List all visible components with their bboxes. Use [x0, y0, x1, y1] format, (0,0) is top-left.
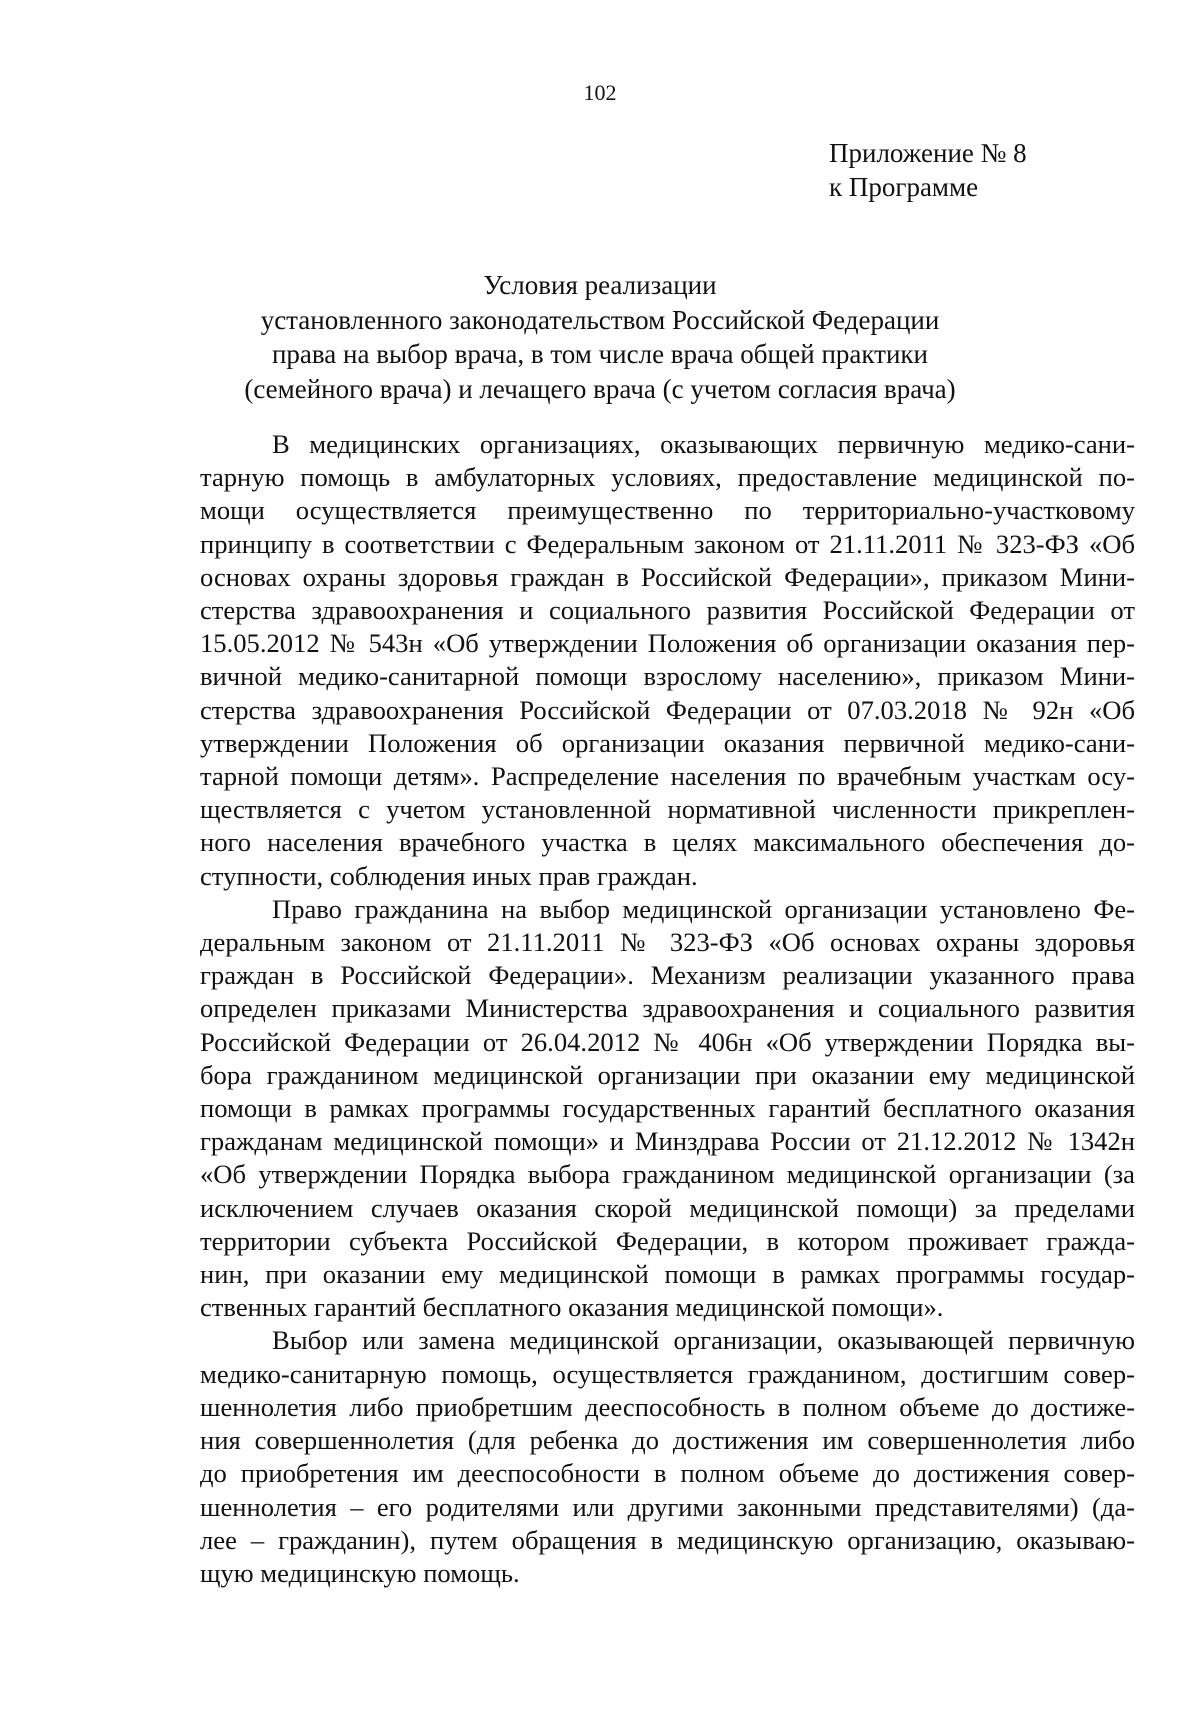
paragraph-line: Право гражданина на выбор медицинской организации установлено Фе- [272, 893, 1135, 924]
paragraph-line: 15.05.2012 № 543н «Об утверждении Положения об организации оказания пер- [200, 628, 1135, 659]
paragraph-line: тарной помощи детям». Распределение населения по врачебным участкам осу- [200, 761, 1135, 792]
paragraph-line: территории субъекта Российской Федерации, в котором проживает гражда- [200, 1225, 1135, 1256]
paragraph-line: «Об утверждении Порядка выбора гражданином медицинской организации (за [200, 1159, 1135, 1190]
page-number: 102 [583, 80, 617, 105]
title-line: установленного законодательством Российской Федерации [260, 304, 940, 335]
paragraph-line: ществляется с учетом установленной нормативной численности прикреплен- [200, 794, 1135, 825]
paragraph [200, 893, 1135, 1325]
paragraph-line: граждан в Российской Федерации». Механизм реализации указанного права [200, 960, 1135, 991]
paragraph-line: бора гражданином медицинской организации при оказании ему медицинской [200, 1059, 1135, 1090]
title-line: права на выбор врача, в том числе врача общей практики [271, 339, 928, 369]
paragraph-line: гражданам медицинской помощи» и Минздрава России от 21.12.2012 № 1342н [200, 1126, 1135, 1157]
paragraph-line: медико-санитарную помощь, осуществляется гражданином, достигшим совер- [200, 1358, 1135, 1389]
paragraph-line: Выбор или замена медицинской организации, оказывающей первичную [272, 1325, 1135, 1356]
paragraph-line: стерства здравоохранения и социального развития Российской Федерации от [200, 595, 1135, 626]
appendix-label [829, 136, 1027, 204]
title-line: Условия реализации [483, 270, 717, 300]
paragraph-line: до приобретения им дееспособности в полном объеме до достижения совер- [200, 1458, 1135, 1489]
paragraph-line: нин, при оказании ему медицинской помощи в рамках программы государ- [200, 1259, 1135, 1290]
paragraph-line: помощи в рамках программы государственных гарантий бесплатного оказания [200, 1093, 1135, 1124]
paragraph [200, 428, 1135, 893]
paragraph-line: ственных гарантий бесплатного оказания медицинской помощи». [200, 1292, 944, 1323]
paragraph-line: стерства здравоохранения Российской Федерации от 07.03.2018 № 92н «Об [200, 694, 1135, 725]
paragraph-line: ного населения врачебного участка в целях максимального обеспечения до- [200, 827, 1135, 858]
document-title [200, 268, 1000, 406]
appendix-program: к Программе [829, 172, 979, 202]
paragraph-line: деральным законом от 21.11.2011 № 323-ФЗ «Об основах охраны здоровья [200, 927, 1135, 958]
paragraph-line: принципу в соответствии с Федеральным законом от 21.11.2011 № 323-ФЗ «Об [200, 528, 1135, 559]
paragraph-line: шеннолетия либо приобретшим дееспособность в полном объеме до достиже- [200, 1391, 1135, 1422]
paragraph-line: В медицинских организациях, оказывающих первичную медико-сани- [272, 429, 1135, 459]
paragraph-line: ступности, соблюдения иных прав граждан. [200, 860, 698, 891]
title-line: (семейного врача) и лечащего врача (с учетом согласия врача) [244, 373, 956, 404]
paragraph-line: лее – гражданин), путем обращения в медицинскую организацию, оказываю- [200, 1524, 1135, 1555]
paragraph-line: определен приказами Министерства здравоохранения и социального развития [200, 993, 1135, 1024]
paragraph [200, 1324, 1135, 1590]
paragraph-line: мощи осуществляется преимущественно по территориально-участковому [200, 495, 1135, 526]
appendix-number: Приложение № 8 [829, 138, 1027, 168]
paragraph-line: ния совершеннолетия (для ребенка до достижения им совершеннолетия либо [200, 1425, 1135, 1456]
paragraph-line: щую медицинскую помощь. [200, 1557, 520, 1588]
paragraph-line: вичной медико-санитарной помощи взрослому населению», приказом Мини- [200, 661, 1135, 692]
paragraph-line: Российской Федерации от 26.04.2012 № 406н «Об утверждении Порядка вы- [200, 1026, 1135, 1057]
paragraph-line: основах охраны здоровья граждан в Российской Федерации», приказом Мини- [200, 561, 1135, 592]
paragraph-line: исключением случаев оказания скорой медицинской помощи) за пределами [200, 1192, 1135, 1223]
body-text [200, 428, 1135, 1590]
paragraph-line: утверждении Положения об организации оказания первичной медико-сани- [200, 727, 1135, 758]
paragraph-line: шеннолетия – его родителями или другими законными представителями) (да- [200, 1491, 1135, 1522]
paragraph-line: тарную помощь в амбулаторных условиях, предоставление медицинской по- [200, 462, 1135, 493]
